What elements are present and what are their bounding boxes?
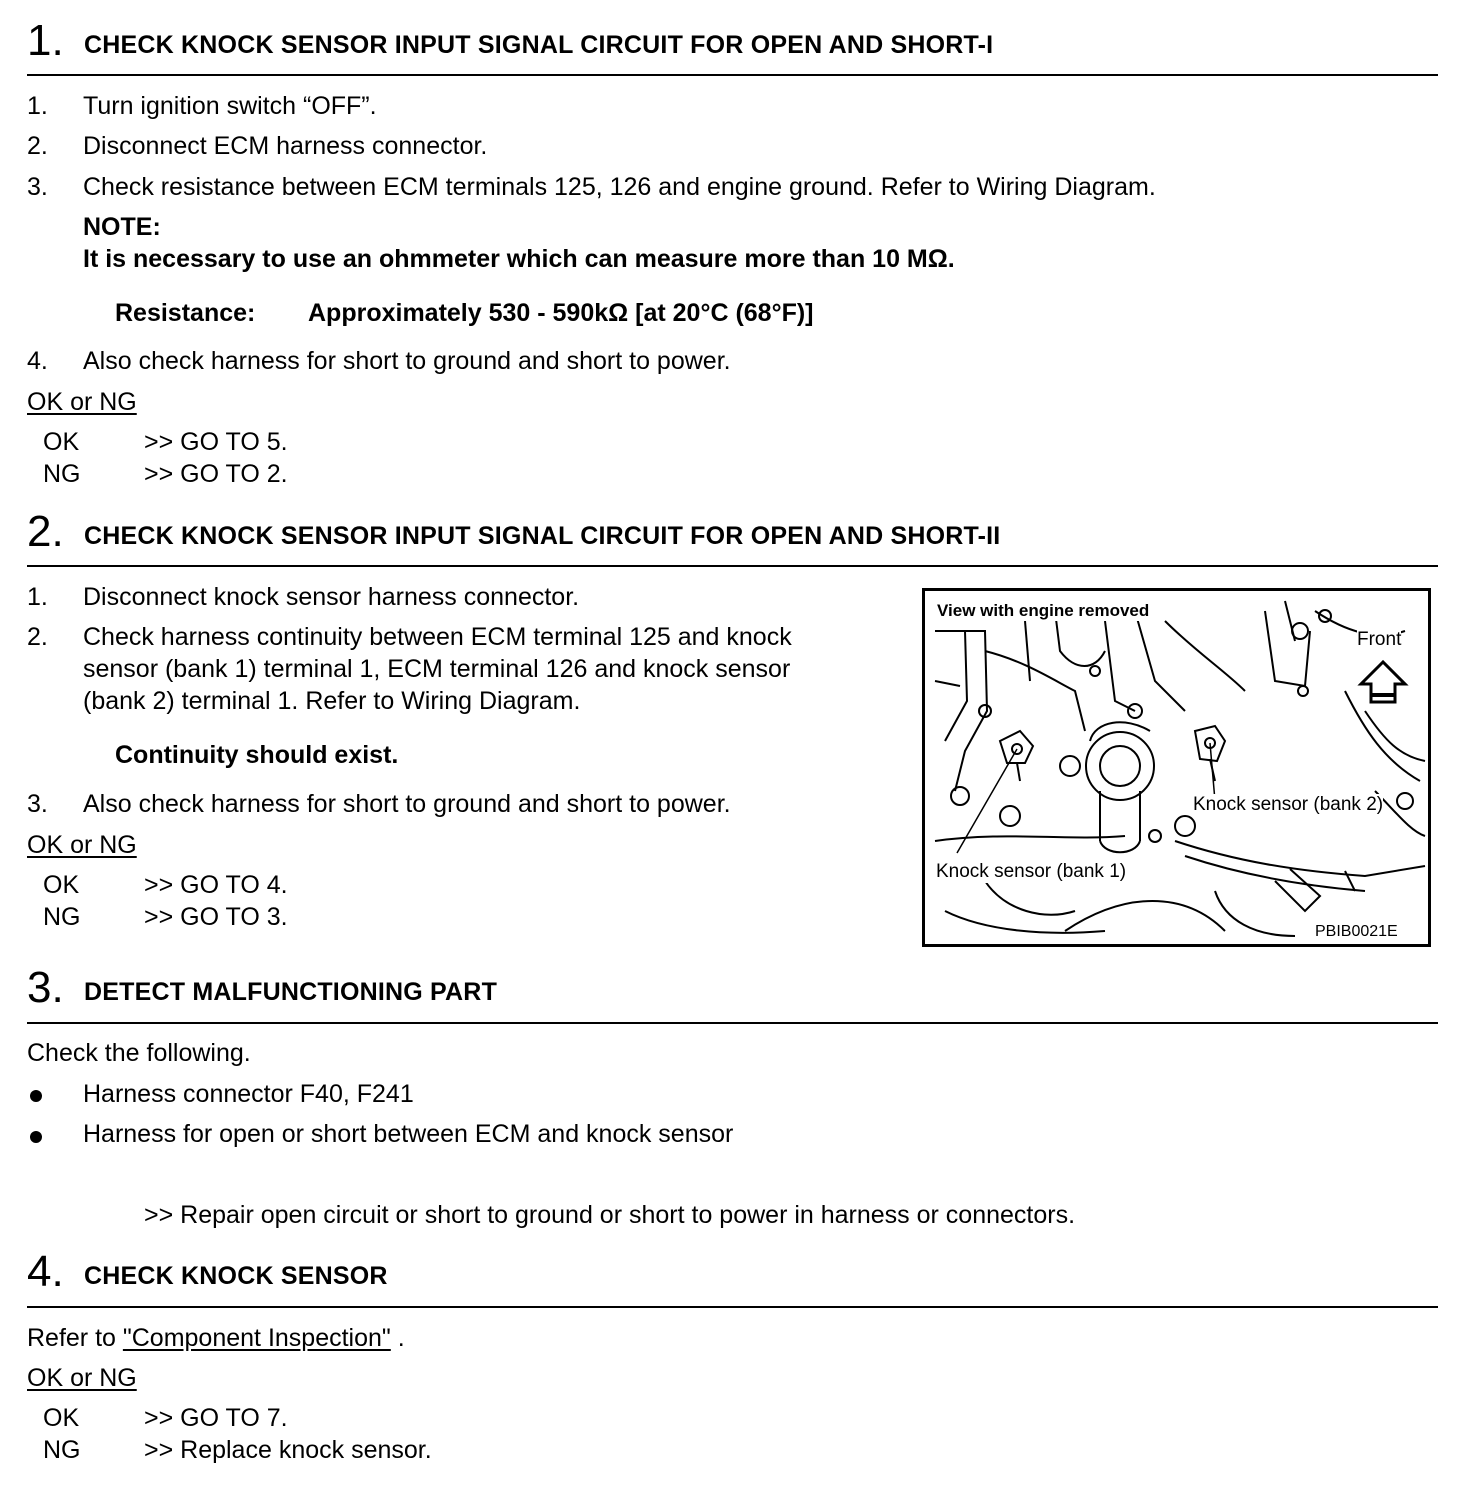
spec-text: Continuity should exist.: [115, 741, 399, 769]
knock-sensor-location-figure: [922, 588, 1431, 947]
list-number: 1.: [27, 583, 48, 611]
list-item: Disconnect knock sensor harness connector.: [83, 583, 580, 611]
step-4-title: CHECK KNOCK SENSOR: [84, 1262, 388, 1290]
bullet-dot: [30, 1090, 42, 1102]
list-number: 1.: [27, 92, 48, 120]
ok-action: >> GO TO 5.: [144, 428, 288, 456]
refer-prefix: Refer to: [27, 1324, 123, 1352]
intro-text: Check the following.: [27, 1039, 251, 1067]
ok-ng-heading: OK or NG: [27, 388, 137, 416]
step-1-title: CHECK KNOCK SENSOR INPUT SIGNAL CIRCUIT FOR OPEN AND SHORT-I: [84, 31, 994, 59]
figure-code: PBIB0021E: [1315, 923, 1398, 940]
note-label: NOTE:: [83, 213, 161, 241]
step-2-title: CHECK KNOCK SENSOR INPUT SIGNAL CIRCUIT FOR OPEN AND SHORT-II: [84, 522, 1001, 550]
list-number: 3.: [27, 790, 48, 818]
ok-label: OK: [43, 1404, 80, 1432]
list-item: Disconnect ECM harness connector.: [83, 132, 488, 160]
ok-ng-heading: OK or NG: [27, 831, 137, 859]
divider: [27, 565, 1438, 567]
list-number: 2.: [27, 623, 48, 651]
list-item: Also check harness for short to ground and short to power.: [83, 790, 731, 818]
bullet-item: Harness for open or short between ECM and knock sensor: [83, 1120, 734, 1148]
knock-sensor-bank-1-label: Knock sensor (bank 1): [936, 861, 1127, 882]
spec-label: Resistance:: [115, 299, 256, 327]
bullet-dot: [30, 1131, 42, 1143]
ok-action: >> GO TO 4.: [144, 871, 288, 899]
list-item: Check resistance between ECM terminals 125, 126 and engine ground. Refer to Wiring Diagram.: [83, 173, 1156, 201]
divider: [27, 1022, 1438, 1024]
divider: [27, 74, 1438, 76]
list-item: (bank 2) terminal 1. Refer to Wiring Diagram.: [83, 687, 581, 715]
step-2-number: 2.: [27, 507, 64, 556]
engine-line-drawing: [925, 591, 1428, 944]
step-3-title: DETECT MALFUNCTIONING PART: [84, 978, 498, 1006]
component-inspection-link[interactable]: "Component Inspection": [122, 1324, 391, 1352]
bullet-item: Harness connector F40, F241: [83, 1080, 414, 1108]
figure-caption: View with engine removed: [937, 601, 1150, 620]
ng-label: NG: [43, 1436, 81, 1464]
list-number: 4.: [27, 347, 48, 375]
list-item: Check harness continuity between ECM terminal 125 and knock: [83, 623, 792, 651]
divider: [27, 1306, 1438, 1308]
knock-sensor-bank-2-label: Knock sensor (bank 2): [1193, 794, 1384, 815]
spec-value: Approximately 530 - 590kΩ [at 20°C (68°F)]: [308, 299, 814, 327]
list-number: 2.: [27, 132, 48, 160]
ok-ng-heading: OK or NG: [27, 1364, 137, 1392]
refer-suffix: .: [390, 1324, 405, 1352]
front-label: Front: [1357, 629, 1402, 650]
list-number: 3.: [27, 173, 48, 201]
ng-label: NG: [43, 460, 81, 488]
ok-action: >> GO TO 7.: [144, 1404, 288, 1432]
list-item: Also check harness for short to ground and short to power.: [83, 347, 731, 375]
repair-action: >> Repair open circuit or short to ground or short to power in harness or connectors.: [144, 1201, 1076, 1229]
list-item: Turn ignition switch “OFF”.: [83, 92, 377, 120]
ok-label: OK: [43, 428, 80, 456]
ng-action: >> Replace knock sensor.: [144, 1436, 432, 1464]
ng-action: >> GO TO 3.: [144, 903, 288, 931]
ok-label: OK: [43, 871, 80, 899]
refer-text: [27, 1323, 405, 1353]
step-1-number: 1.: [27, 16, 64, 65]
note-text: It is necessary to use an ohmmeter which can measure more than 10 MΩ.: [83, 245, 955, 273]
step-3-number: 3.: [27, 963, 64, 1012]
list-item: sensor (bank 1) terminal 1, ECM terminal 126 and knock sensor: [83, 655, 791, 683]
ng-label: NG: [43, 903, 81, 931]
step-4-number: 4.: [27, 1247, 64, 1296]
ng-action: >> GO TO 2.: [144, 460, 288, 488]
